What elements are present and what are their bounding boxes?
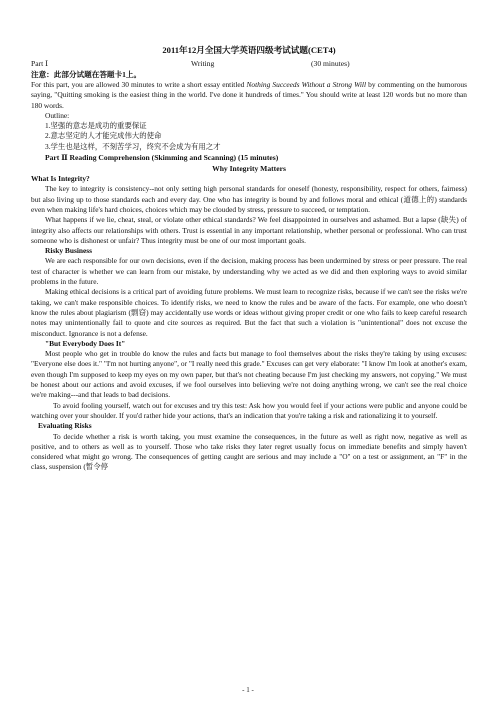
outline-label: Outline: bbox=[45, 110, 70, 120]
paragraph: To decide whether a risk is worth taking, you must examine the consequences, in the future as well as right now, negative as well as positive, and to others as well as to yourself. Those who take risks they later regret usually focus on immediate benefits and simply haven't considered what might go wrong. The consequences of getting caught are serious and may include a "O" on a test or assignment, an "F" in the class, suspension (暂令停 bbox=[31, 431, 467, 472]
section-heading: "But Everybody Does It" bbox=[45, 338, 126, 348]
part1-time: (30 minutes) bbox=[311, 59, 350, 68]
paragraph: We are each responsible for our own decisions, even if the decision, making process has been undermined by stress or peer pressure. The real test of character is whether we can learn from our mistake, by understanding why we acted as we did and then exploring ways to avoid similar problems in the future. bbox=[31, 256, 467, 287]
answer-sheet-note: 注意：此部分试题在答题卡1上。 bbox=[31, 70, 142, 79]
paragraph: Making ethical decisions is a critical part of avoiding future problems. We must learn to recognize risks, because if we can't see the risks we're taking, we can't make responsible choices. To identify risks, we need to know the rules and be aware of the facts. For example, one who doesn't know the rules about plagiarism (剽窃) may accidentally use words or ideas without giving proper credit or one who fails to keep careful research notes may unintentionally fail to quote and cite sources as required. But the fact that such a violation is "unintentional" does not excuse the misconduct. Ignorance is not a defense. bbox=[31, 287, 467, 338]
part1-section: Writing bbox=[191, 59, 215, 68]
essay-title: Nothing Succeeds Without a Strong Will bbox=[246, 80, 367, 89]
part2-header: Part Ⅱ Reading Comprehension (Skimming and Scanning) (15 minutes) bbox=[45, 153, 279, 163]
section-heading: Risky Business bbox=[45, 246, 93, 256]
page-content bbox=[31, 44, 467, 473]
page-number: - 1 - bbox=[242, 686, 254, 694]
instructions-text-2: by commenting on the humorous saying, "Quitting smoking is the easiest thing in the world. I've done it hundreds of times." You should write at least 120 words but no more than 180 words. bbox=[31, 80, 467, 110]
outline-item-1: 1.坚强的意志是成功的重要保证 bbox=[45, 121, 147, 131]
paragraph: The key to integrity is consistency--not only setting high personal standards for oneself (honesty, responsibility, respect for others, fairness) but also living up to those standards each and every day. One who has integrity is bound by and follows moral and ethical (道德上的) standards even when making life's hard choices, choices which may be clouded by stress, pressure to succeed, or temptation. bbox=[31, 184, 467, 214]
paragraph: To avoid fooling yourself, watch out for excuses and try this test: Ask how you would feel if your actions were public and anyone could be watching over your shoulder. If you'd rather hide your actions, that's an indication that you're taking a risk and rationalizing it to yourself. bbox=[31, 400, 467, 420]
page-title: 2011年12月全国大学英语四级考试试题(CET4) bbox=[162, 45, 336, 55]
paragraph: Most people who get in trouble do know the rules and facts but manage to fool themselves about the risks they're taking by using excuses: "Everyone else does it." "I'm not hurting anyone", or "I really need this grade." Excuses can get very elaborate: "I know I'm look at another's exam, even though I'm supposed to keep my eyes on my own paper, but that's not cheating because I'm just checking my answers, not copying." We must be honest about our actions and avoid excuses, if we fool ourselves into believing we're not doing anything wrong, we can't see the real choice we're making---and that leads to bad decisions. bbox=[31, 349, 467, 400]
instructions-text-1: For this part, you are allowed 30 minutes to write a short essay entitled bbox=[31, 80, 247, 89]
writing-instructions bbox=[31, 80, 467, 111]
section-heading: Evaluating Risks bbox=[38, 421, 92, 431]
outline-item-2: 2.意志坚定的人才能完成伟大的使命 bbox=[45, 131, 162, 141]
passage-title: Why Integrity Matters bbox=[212, 164, 286, 174]
part1-header bbox=[31, 58, 467, 69]
section-heading: What Is Integrity? bbox=[31, 174, 90, 184]
part1-label: Part Ⅰ bbox=[31, 59, 49, 68]
paragraph: What happens if we lie, cheat, steal, or violate other ethical standards? We feel disappointed in ourselves and ashamed. But a lapse (缺失) of integrity also affects our relationships with others. Trust is essential in any important relationship, whether personal or professional. Who can trust someone who is dishonest or unfair? Thus integrity must be one of our most important goals. bbox=[31, 215, 467, 245]
outline-item-3: 3.学生也是这样，不刻苦学习，终究不会成为有用之才 bbox=[45, 141, 221, 151]
